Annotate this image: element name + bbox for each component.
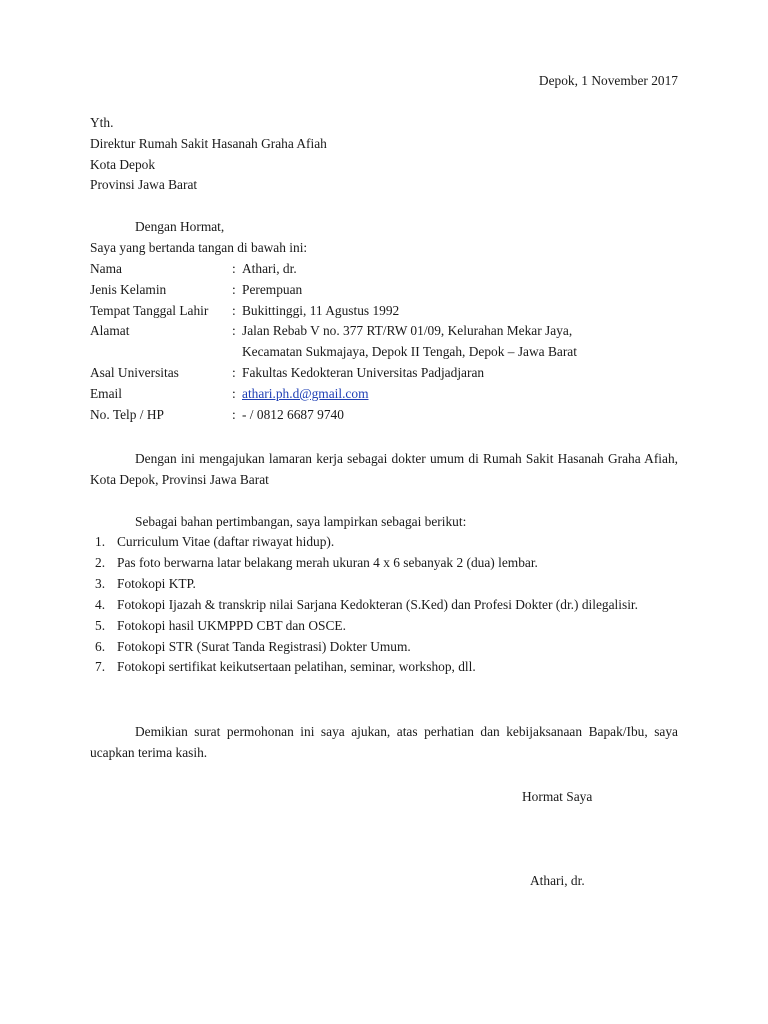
list-text: Fotokopi sertifikat keikutsertaan pelatihan, seminar, workshop, dll. xyxy=(117,659,476,675)
list-item xyxy=(90,553,678,574)
list-item xyxy=(90,657,678,678)
list-number: 5. xyxy=(95,617,106,633)
greeting: Dengan Hormat, xyxy=(135,219,225,234)
closing-paragraph: Demikian surat permohonan ini saya ajukan, atas perhatian dan kebijaksanaan Bapak/Ibu, saya ucapkan terima kasih. xyxy=(90,724,678,760)
field-colon: : xyxy=(232,364,236,380)
list-item xyxy=(90,616,678,637)
field-label: Nama xyxy=(90,261,122,276)
email-link[interactable]: athari.ph.d@gmail.com xyxy=(242,385,369,401)
field-colon: : xyxy=(232,281,236,297)
applicant-details xyxy=(90,259,678,425)
list-number: 7. xyxy=(95,659,106,675)
field-value: Perempuan xyxy=(242,281,303,297)
list-item xyxy=(90,595,678,616)
recipient-block xyxy=(90,113,327,196)
email-value xyxy=(242,384,678,405)
field-colon: : xyxy=(232,406,236,422)
field-label: Jenis Kelamin xyxy=(90,281,167,297)
field-label: Alamat xyxy=(90,323,130,339)
list-item xyxy=(90,532,678,553)
attachments-list xyxy=(90,532,678,678)
intro-line: Saya yang bertanda tangan di bawah ini: xyxy=(90,240,308,255)
field-colon: : xyxy=(232,385,236,401)
field-value: Fakultas Kedokteran Universitas Padjadjaran xyxy=(242,364,485,380)
signoff: Hormat Saya xyxy=(522,789,593,804)
address-line-2: Kecamatan Sukmajaya, Depok II Tengah, Depok – Jawa Barat xyxy=(242,344,577,360)
recipient-line: Direktur Rumah Sakit Hasanah Graha Afiah xyxy=(90,135,327,151)
list-number: 1. xyxy=(95,534,106,549)
list-text: Pas foto berwarna latar belakang merah ukuran 4 x 6 sebanyak 2 (dua) lembar. xyxy=(117,554,538,570)
field-row xyxy=(90,363,678,384)
list-number: 6. xyxy=(95,638,106,654)
application-paragraph: Dengan ini mengajukan lamaran kerja sebagai dokter umum di Rumah Sakit Hasanah Graha Afiah, Kota Depok, Provinsi Jawa Barat xyxy=(90,451,678,487)
field-label: Tempat Tanggal Lahir xyxy=(90,302,209,318)
field-row xyxy=(90,321,678,363)
field-row xyxy=(90,405,678,426)
list-item xyxy=(90,637,678,658)
signature-name: Athari, dr. xyxy=(530,873,585,888)
field-label: No. Telp / HP xyxy=(90,406,164,422)
address-value xyxy=(242,321,678,363)
list-text: Fotokopi Ijazah & transkrip nilai Sarjana Kedokteran (S.Ked) dan Profesi Dokter (dr.) dilegalisir. xyxy=(117,596,638,612)
list-text: Fotokopi STR (Surat Tanda Registrasi) Dokter Umum. xyxy=(117,638,411,654)
list-number: 2. xyxy=(95,554,106,570)
field-row xyxy=(90,280,678,301)
field-row xyxy=(90,301,678,322)
list-item xyxy=(90,574,678,595)
field-value: - / 0812 6687 9740 xyxy=(242,406,344,422)
address-line-1: Jalan Rebab V no. 377 RT/RW 01/09, Kelurahan Mekar Jaya, xyxy=(242,323,573,339)
list-number: 3. xyxy=(95,575,106,591)
attachments-intro: Sebagai bahan pertimbangan, saya lampirkan sebagai berikut: xyxy=(135,514,467,529)
field-colon: : xyxy=(232,323,236,339)
field-colon: : xyxy=(232,302,236,318)
letter-date: Depok, 1 November 2017 xyxy=(538,73,678,88)
recipient-line: Provinsi Jawa Barat xyxy=(90,177,198,193)
field-value: Bukittinggi, 11 Agustus 1992 xyxy=(242,302,400,318)
list-text: Fotokopi hasil UKMPPD CBT dan OSCE. xyxy=(117,617,346,633)
recipient-salutation: Yth. xyxy=(90,115,114,130)
field-label: Asal Universitas xyxy=(90,364,179,380)
list-text: Curriculum Vitae (daftar riwayat hidup). xyxy=(117,534,335,549)
field-row xyxy=(90,384,678,405)
field-label: Email xyxy=(90,385,122,401)
field-row xyxy=(90,259,678,280)
list-number: 4. xyxy=(95,596,106,612)
recipient-line: Kota Depok xyxy=(90,156,156,172)
list-text: Fotokopi KTP. xyxy=(117,575,196,591)
field-colon: : xyxy=(232,261,236,276)
field-value: Athari, dr. xyxy=(242,261,297,276)
